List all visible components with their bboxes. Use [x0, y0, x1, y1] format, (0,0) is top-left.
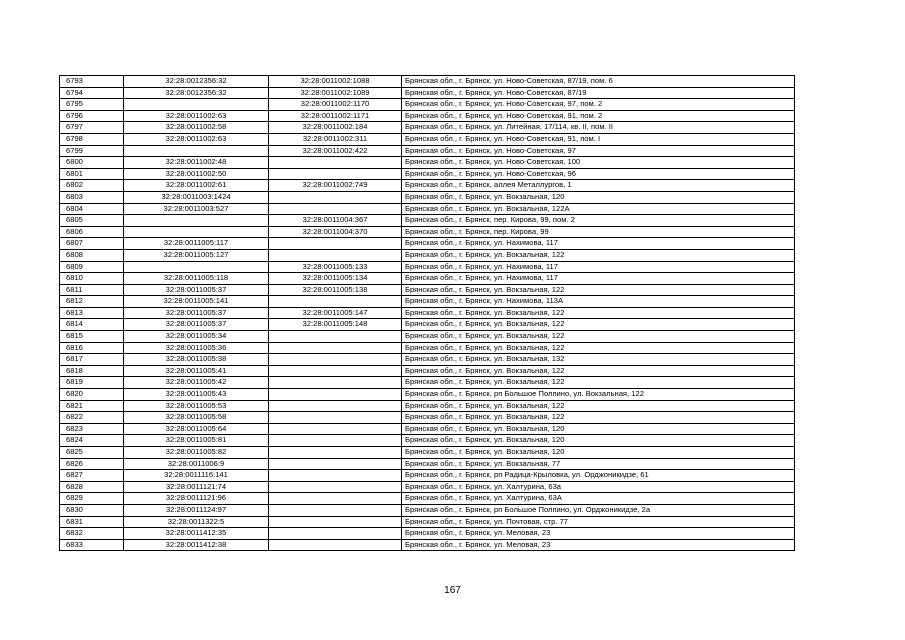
land-cadastral-number-cell: 32:28:0011005:37 — [124, 319, 269, 331]
row-number-cell: 6804 — [60, 203, 124, 215]
row-number-cell: 6815 — [60, 331, 124, 343]
object-cadastral-number-cell — [269, 458, 402, 470]
address-cell: Брянская обл., г. Брянск, ул. Вокзальная, 122 — [402, 400, 795, 412]
table-row — [60, 331, 795, 343]
row-number-cell: 6816 — [60, 342, 124, 354]
address-cell: Брянская обл., г. Брянск, ул. Вокзальная, 122 — [402, 377, 795, 389]
table-row — [60, 342, 795, 354]
row-number-cell: 6822 — [60, 412, 124, 424]
address-cell: Брянская обл., г. Брянск, ул. Ново-Советская, 87/19, пом. 6 — [402, 76, 795, 88]
land-cadastral-number-cell: 32:28:0011003:1424 — [124, 191, 269, 203]
land-cadastral-number-cell: 32:28:0011005:117 — [124, 238, 269, 250]
object-cadastral-number-cell — [269, 157, 402, 169]
row-number-cell: 6803 — [60, 191, 124, 203]
address-cell: Брянская обл., г. Брянск, ул. Нахимова, 117 — [402, 261, 795, 273]
address-cell: Брянская обл., г. Брянск, ул. Вокзальная, 122 — [402, 319, 795, 331]
address-cell: Брянская обл., г. Брянск, ул. Вокзальная, 122 — [402, 307, 795, 319]
table-row — [60, 539, 795, 551]
table-row — [60, 203, 795, 215]
land-cadastral-number-cell: 32:28:0011116:141 — [124, 470, 269, 482]
object-cadastral-number-cell: 32:28:0011005:133 — [269, 261, 402, 273]
land-cadastral-number-cell: 32:28:0012356:32 — [124, 87, 269, 99]
land-cadastral-number-cell: 32:28:0011002:63 — [124, 110, 269, 122]
object-cadastral-number-cell — [269, 389, 402, 401]
table-row — [60, 145, 795, 157]
address-cell: Брянская обл., г. Брянск, ул. Вокзальная, 120 — [402, 423, 795, 435]
table-row — [60, 99, 795, 111]
row-number-cell: 6802 — [60, 180, 124, 192]
object-cadastral-number-cell — [269, 191, 402, 203]
object-cadastral-number-cell: 32:28:0011002:749 — [269, 180, 402, 192]
land-cadastral-number-cell: 32:28:0011005:38 — [124, 354, 269, 366]
address-cell: Брянская обл., г. Брянск, аллея Металлургов, 1 — [402, 180, 795, 192]
land-cadastral-number-cell: 32:28:0011002:61 — [124, 180, 269, 192]
row-number-cell: 6823 — [60, 423, 124, 435]
registry-table — [59, 75, 795, 551]
land-cadastral-number-cell: 32:28:0012356:32 — [124, 76, 269, 88]
table-row — [60, 319, 795, 331]
address-cell: Брянская обл., г. Брянск, ул. Меловая, 23 — [402, 539, 795, 551]
object-cadastral-number-cell — [269, 481, 402, 493]
table-row — [60, 435, 795, 447]
row-number-cell: 6809 — [60, 261, 124, 273]
object-cadastral-number-cell — [269, 203, 402, 215]
row-number-cell: 6828 — [60, 481, 124, 493]
row-number-cell: 6833 — [60, 539, 124, 551]
land-cadastral-number-cell: 32:28:0011121:74 — [124, 481, 269, 493]
row-number-cell: 6798 — [60, 133, 124, 145]
row-number-cell: 6821 — [60, 400, 124, 412]
land-cadastral-number-cell: 32:28:0011005:42 — [124, 377, 269, 389]
object-cadastral-number-cell — [269, 447, 402, 459]
land-cadastral-number-cell: 32:28:0011005:36 — [124, 342, 269, 354]
address-cell: Брянская обл., г. Брянск, ул. Вокзальная, 120 — [402, 447, 795, 459]
address-cell: Брянская обл., г. Брянск, рп Большое Полпино, ул. Орджоникидзе, 2а — [402, 504, 795, 516]
address-cell: Брянская обл., г. Брянск, пер. Кирова, 99, пом. 2 — [402, 215, 795, 227]
object-cadastral-number-cell: 32:28:0011002:311 — [269, 133, 402, 145]
address-cell: Брянская обл., г. Брянск, ул. Вокзальная, 122 — [402, 365, 795, 377]
object-cadastral-number-cell: 32:28:0011005:148 — [269, 319, 402, 331]
object-cadastral-number-cell: 32:28:0011002:1170 — [269, 99, 402, 111]
table-row — [60, 400, 795, 412]
object-cadastral-number-cell: 32:28:0011004:370 — [269, 226, 402, 238]
land-cadastral-number-cell: 32:28:0011006:9 — [124, 458, 269, 470]
table-row — [60, 493, 795, 505]
row-number-cell: 6829 — [60, 493, 124, 505]
table-row — [60, 447, 795, 459]
table-row — [60, 481, 795, 493]
object-cadastral-number-cell: 32:28:0011002:1171 — [269, 110, 402, 122]
object-cadastral-number-cell — [269, 470, 402, 482]
address-cell: Брянская обл., г. Брянск, ул. Нахимова, 113А — [402, 296, 795, 308]
table-row — [60, 110, 795, 122]
land-cadastral-number-cell — [124, 99, 269, 111]
address-cell: Брянская обл., г. Брянск, ул. Меловая, 23 — [402, 528, 795, 540]
table-row — [60, 504, 795, 516]
address-cell: Брянская обл., г. Брянск, ул. Ново-Советская, 91, пом. I — [402, 133, 795, 145]
table-row — [60, 191, 795, 203]
address-cell: Брянская обл., г. Брянск, ул. Ново-Советская, 96 — [402, 168, 795, 180]
row-number-cell: 6826 — [60, 458, 124, 470]
land-cadastral-number-cell: 32:28:0011005:82 — [124, 447, 269, 459]
object-cadastral-number-cell: 32:28:0011002:184 — [269, 122, 402, 134]
address-cell: Брянская обл., г. Брянск, ул. Вокзальная, 120 — [402, 191, 795, 203]
address-cell: Брянская обл., г. Брянск, ул. Вокзальная, 122 — [402, 249, 795, 261]
row-number-cell: 6808 — [60, 249, 124, 261]
page-number: 167 — [444, 585, 461, 596]
table-row — [60, 423, 795, 435]
address-cell: Брянская обл., г. Брянск, ул. Халтурина, 63А — [402, 493, 795, 505]
land-cadastral-number-cell: 32:28:0011005:53 — [124, 400, 269, 412]
row-number-cell: 6794 — [60, 87, 124, 99]
table-row — [60, 238, 795, 250]
table-row — [60, 365, 795, 377]
land-cadastral-number-cell: 32:28:0011005:37 — [124, 307, 269, 319]
row-number-cell: 6805 — [60, 215, 124, 227]
land-cadastral-number-cell: 32:28:0011005:118 — [124, 273, 269, 285]
land-cadastral-number-cell: 32:28:0011322:5 — [124, 516, 269, 528]
land-cadastral-number-cell: 32:28:0011005:43 — [124, 389, 269, 401]
row-number-cell: 6819 — [60, 377, 124, 389]
row-number-cell: 6797 — [60, 122, 124, 134]
land-cadastral-number-cell: 32:28:0011005:34 — [124, 331, 269, 343]
object-cadastral-number-cell — [269, 342, 402, 354]
row-number-cell: 6807 — [60, 238, 124, 250]
object-cadastral-number-cell — [269, 435, 402, 447]
row-number-cell: 6827 — [60, 470, 124, 482]
land-cadastral-number-cell: 32:28:0011002:58 — [124, 122, 269, 134]
table-row — [60, 412, 795, 424]
registry-table-body — [60, 76, 795, 551]
land-cadastral-number-cell — [124, 261, 269, 273]
land-cadastral-number-cell: 32:28:0011005:127 — [124, 249, 269, 261]
table-row — [60, 180, 795, 192]
table-row — [60, 87, 795, 99]
table-row — [60, 284, 795, 296]
address-cell: Брянская обл., г. Брянск, ул. Ново-Советская, 87/19 — [402, 87, 795, 99]
table-row — [60, 528, 795, 540]
object-cadastral-number-cell — [269, 377, 402, 389]
row-number-cell: 6801 — [60, 168, 124, 180]
table-row — [60, 215, 795, 227]
object-cadastral-number-cell — [269, 365, 402, 377]
land-cadastral-number-cell: 32:28:0011002:48 — [124, 157, 269, 169]
land-cadastral-number-cell — [124, 226, 269, 238]
row-number-cell: 6824 — [60, 435, 124, 447]
address-cell: Брянская обл., г. Брянск, ул. Вокзальная, 77 — [402, 458, 795, 470]
land-cadastral-number-cell: 32:28:0011005:58 — [124, 412, 269, 424]
address-cell: Брянская обл., г. Брянск, ул. Литейная, 17/114, кв. II, пом. II — [402, 122, 795, 134]
table-row — [60, 133, 795, 145]
row-number-cell: 6832 — [60, 528, 124, 540]
object-cadastral-number-cell — [269, 516, 402, 528]
address-cell: Брянская обл., г. Брянск, рп Радица-Крыловка, ул. Орджоникидзе, 61 — [402, 470, 795, 482]
row-number-cell: 6796 — [60, 110, 124, 122]
land-cadastral-number-cell: 32:28:0011005:64 — [124, 423, 269, 435]
address-cell: Брянская обл., г. Брянск, ул. Вокзальная, 122 — [402, 284, 795, 296]
object-cadastral-number-cell — [269, 296, 402, 308]
object-cadastral-number-cell — [269, 528, 402, 540]
row-number-cell: 6806 — [60, 226, 124, 238]
row-number-cell: 6793 — [60, 76, 124, 88]
object-cadastral-number-cell: 32:28:0011005:138 — [269, 284, 402, 296]
table-row — [60, 168, 795, 180]
row-number-cell: 6814 — [60, 319, 124, 331]
object-cadastral-number-cell — [269, 400, 402, 412]
land-cadastral-number-cell: 32:28:0011002:50 — [124, 168, 269, 180]
row-number-cell: 6810 — [60, 273, 124, 285]
table-row — [60, 249, 795, 261]
land-cadastral-number-cell — [124, 145, 269, 157]
table-row — [60, 261, 795, 273]
object-cadastral-number-cell — [269, 539, 402, 551]
address-cell: Брянская обл., г. Брянск, ул. Ново-Советская, 100 — [402, 157, 795, 169]
row-number-cell: 6813 — [60, 307, 124, 319]
land-cadastral-number-cell: 32:28:0011005:41 — [124, 365, 269, 377]
row-number-cell: 6830 — [60, 504, 124, 516]
address-cell: Брянская обл., г. Брянск, пер. Кирова, 99 — [402, 226, 795, 238]
land-cadastral-number-cell: 32:28:0011412:38 — [124, 539, 269, 551]
address-cell: Брянская обл., г. Брянск, ул. Вокзальная, 122 — [402, 331, 795, 343]
address-cell: Брянская обл., г. Брянск, ул. Ново-Советская, 97, пом. 2 — [402, 99, 795, 111]
table-row — [60, 458, 795, 470]
address-cell: Брянская обл., г. Брянск, ул. Вокзальная, 122 — [402, 342, 795, 354]
land-cadastral-number-cell — [124, 215, 269, 227]
row-number-cell: 6820 — [60, 389, 124, 401]
land-cadastral-number-cell: 32:28:0011003:527 — [124, 203, 269, 215]
object-cadastral-number-cell: 32:28:0011002:422 — [269, 145, 402, 157]
land-cadastral-number-cell: 32:28:0011002:63 — [124, 133, 269, 145]
address-cell: Брянская обл., г. Брянск, ул. Ново-Советская, 97 — [402, 145, 795, 157]
address-cell: Брянская обл., г. Брянск, рп Большое Полпино, ул. Вокзальная, 122 — [402, 389, 795, 401]
address-cell: Брянская обл., г. Брянск, ул. Вокзальная, 122А — [402, 203, 795, 215]
table-row — [60, 122, 795, 134]
row-number-cell: 6825 — [60, 447, 124, 459]
object-cadastral-number-cell: 32:28:0011005:134 — [269, 273, 402, 285]
table-row — [60, 377, 795, 389]
row-number-cell: 6831 — [60, 516, 124, 528]
row-number-cell: 6811 — [60, 284, 124, 296]
address-cell: Брянская обл., г. Брянск, ул. Нахимова, 117 — [402, 238, 795, 250]
object-cadastral-number-cell — [269, 423, 402, 435]
land-cadastral-number-cell: 32:28:0011005:141 — [124, 296, 269, 308]
row-number-cell: 6800 — [60, 157, 124, 169]
object-cadastral-number-cell — [269, 249, 402, 261]
object-cadastral-number-cell — [269, 493, 402, 505]
address-cell: Брянская обл., г. Брянск, ул. Вокзальная, 120 — [402, 435, 795, 447]
table-row — [60, 76, 795, 88]
address-cell: Брянская обл., г. Брянск, ул. Ново-Советская, 91, пом. 2 — [402, 110, 795, 122]
object-cadastral-number-cell — [269, 412, 402, 424]
table-row — [60, 296, 795, 308]
object-cadastral-number-cell: 32:28:0011005:147 — [269, 307, 402, 319]
object-cadastral-number-cell — [269, 504, 402, 516]
table-row — [60, 273, 795, 285]
object-cadastral-number-cell — [269, 168, 402, 180]
land-cadastral-number-cell: 32:28:0011412:35 — [124, 528, 269, 540]
address-cell: Брянская обл., г. Брянск, ул. Вокзальная, 122 — [402, 412, 795, 424]
row-number-cell: 6817 — [60, 354, 124, 366]
land-cadastral-number-cell: 32:28:0011121:96 — [124, 493, 269, 505]
table-row — [60, 226, 795, 238]
table-row — [60, 307, 795, 319]
object-cadastral-number-cell — [269, 331, 402, 343]
address-cell: Брянская обл., г. Брянск, ул. Халтурина, 63а — [402, 481, 795, 493]
object-cadastral-number-cell — [269, 238, 402, 250]
object-cadastral-number-cell: 32:28:0011002:1089 — [269, 87, 402, 99]
land-cadastral-number-cell: 32:28:0011005:37 — [124, 284, 269, 296]
table-row — [60, 470, 795, 482]
object-cadastral-number-cell: 32:28:0011002:1088 — [269, 76, 402, 88]
row-number-cell: 6795 — [60, 99, 124, 111]
row-number-cell: 6812 — [60, 296, 124, 308]
table-row — [60, 516, 795, 528]
row-number-cell: 6818 — [60, 365, 124, 377]
row-number-cell: 6799 — [60, 145, 124, 157]
address-cell: Брянская обл., г. Брянск, ул. Вокзальная, 132 — [402, 354, 795, 366]
object-cadastral-number-cell: 32:28:0011004:367 — [269, 215, 402, 227]
table-row — [60, 389, 795, 401]
table-row — [60, 157, 795, 169]
object-cadastral-number-cell — [269, 354, 402, 366]
land-cadastral-number-cell: 32:28:0011124:97 — [124, 504, 269, 516]
table-row — [60, 354, 795, 366]
address-cell: Брянская обл., г. Брянск, ул. Нахимова, 117 — [402, 273, 795, 285]
land-cadastral-number-cell: 32:28:0011005:81 — [124, 435, 269, 447]
address-cell: Брянская обл., г. Брянск, ул. Почтовая, стр. 77 — [402, 516, 795, 528]
